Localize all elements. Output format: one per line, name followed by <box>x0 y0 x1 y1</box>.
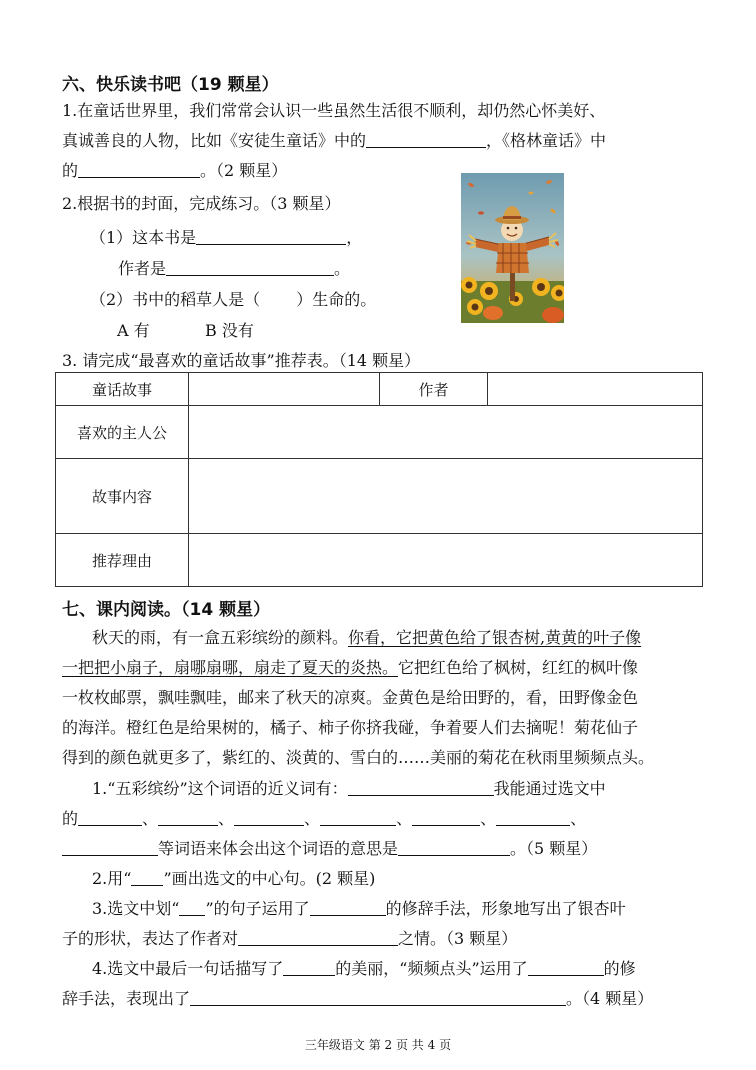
passage-underlined-sentence: 你看，它把黄色给了银杏树,黄黄的叶子像 <box>348 628 642 647</box>
s7-q4-text: 。（4 颗星） <box>566 989 654 1008</box>
section-7-title: 七、课内阅读。（14 颗星） <box>62 600 271 620</box>
q1-text: ，《格林童话》中 <box>486 131 607 150</box>
s7-q3-text: 的修辞手法，形象地写出了银杏叶 <box>385 899 626 918</box>
separator: 、 <box>570 809 587 828</box>
s7-q2 <box>92 866 375 889</box>
q1-text: 。（2 颗星） <box>200 161 288 180</box>
passage-underlined-sentence: 一把把小扇子，扇哪扇哪，扇走了夏天的炎热。 <box>62 658 399 677</box>
passage-line-4: 的海洋。橙红色是给果树的，橘子、柿子你挤我碰，争着要人们去摘呢！菊花仙子 <box>62 718 639 737</box>
answer-blank[interactable] <box>320 809 396 826</box>
s7-q1-line2 <box>62 806 586 829</box>
table-cell-story-input[interactable] <box>189 373 380 406</box>
q2-stem: 2.根据书的封面，完成练习。（3 颗星） <box>62 194 341 213</box>
s7-q4-text: 的修 <box>603 959 636 978</box>
answer-blank[interactable] <box>196 228 346 245</box>
answer-blank[interactable] <box>528 959 604 976</box>
s7-q3-line2 <box>62 926 517 949</box>
answer-blank[interactable] <box>234 809 304 826</box>
s7-q3-text: 3.选文中划“ <box>92 899 180 918</box>
q2-text: 。 <box>334 259 351 278</box>
answer-blank[interactable] <box>496 809 570 826</box>
q2-text: （2）书中的稻草人是（ <box>90 290 261 309</box>
page-footer: 三年级语文 第 2 页 共 4 页 <box>304 1038 452 1052</box>
q2-author-line <box>118 256 350 279</box>
s7-q2-text: ”画出选文的中心句。(2 颗星) <box>163 869 376 888</box>
q3-stem: 3. 请完成“最喜欢的童话故事”推荐表。（14 颗星） <box>62 351 421 370</box>
option-b: B 没有 <box>205 321 254 340</box>
answer-blank[interactable] <box>62 839 158 856</box>
table-cell-content-input[interactable] <box>189 459 703 534</box>
s7-q4-line2 <box>62 986 653 1009</box>
s7-q3-text: 子的形状，表达了作者对 <box>62 929 239 948</box>
option-a: A 有 <box>117 321 150 340</box>
s7-q1-line1 <box>92 776 606 799</box>
q2-text: 作者是 <box>118 259 167 278</box>
recommendation-table <box>55 372 703 587</box>
s7-q4-text: 的美丽，“频频点头”运用了 <box>335 959 528 978</box>
table-label-content: 故事内容 <box>56 459 189 534</box>
s7-q3-line1 <box>92 896 626 919</box>
table-row <box>56 459 703 534</box>
answer-blank[interactable] <box>166 259 334 276</box>
s7-q1-text: 。（5 颗星） <box>510 839 598 858</box>
q2-sub1 <box>90 225 362 248</box>
table-label-reason: 推荐理由 <box>56 534 189 587</box>
q1-line3 <box>62 158 287 181</box>
table-row <box>56 373 703 406</box>
s7-q3-text: ”的句子运用了 <box>205 899 310 918</box>
answer-blank[interactable] <box>238 929 398 946</box>
section-6-title: 六、快乐读书吧（19 颗星） <box>62 75 279 95</box>
passage-line-2 <box>62 655 638 678</box>
q1-text: 真诚善良的人物，比如《安徒生童话》中的 <box>62 131 367 150</box>
answer-blank[interactable] <box>348 779 494 796</box>
table-cell-author-input[interactable] <box>488 373 703 406</box>
answer-blank[interactable] <box>398 839 510 856</box>
answer-blank[interactable] <box>78 161 200 178</box>
separator: 、 <box>304 809 321 828</box>
table-cell-reason-input[interactable] <box>189 534 703 587</box>
q1-line2 <box>62 128 606 151</box>
s7-q1-text: 等词语来体会出这个词语的意思是 <box>158 839 399 858</box>
answer-blank[interactable] <box>158 809 218 826</box>
table-row <box>56 534 703 587</box>
answer-blank[interactable] <box>366 131 486 148</box>
answer-blank[interactable] <box>412 809 480 826</box>
passage-text: 秋天的雨，有一盒五彩缤纷的颜料。 <box>92 628 349 647</box>
q1-text: 的 <box>62 161 79 180</box>
q2-sub2 <box>90 287 376 310</box>
s7-q1-text: 的 <box>62 809 79 828</box>
table-label-protagonist: 喜欢的主人公 <box>56 406 189 459</box>
table-label-story: 童话故事 <box>56 373 189 406</box>
answer-blank[interactable] <box>283 959 335 976</box>
answer-blank[interactable] <box>310 899 386 916</box>
passage-line-5: 得到的颜色就更多了，紫红的、淡黄的、雪白的……美丽的菊花在秋雨里频频点头。 <box>62 748 655 767</box>
s7-q1-text: 1.“五彩缤纷”这个词语的近义词有： <box>92 779 348 798</box>
separator: 、 <box>396 809 413 828</box>
s7-q4-text: 4.选文中最后一句话描写了 <box>92 959 284 978</box>
scarecrow-illustration <box>461 173 564 323</box>
book-cover-image <box>461 173 564 323</box>
passage-text: 它把红色给了枫树，红红的枫叶像 <box>398 658 639 677</box>
s7-q1-line3 <box>62 836 597 859</box>
passage-line-1 <box>92 625 641 648</box>
q2-text: ）生命的。 <box>296 290 377 309</box>
table-cell-protagonist-input[interactable] <box>189 406 703 459</box>
sample-line-mark <box>131 875 163 886</box>
s7-q2-text: 2.用“ <box>92 869 132 888</box>
q1-line1: 1.在童话世界里，我们常常会认识一些虽然生活很不顺利，却仍然心怀美好、 <box>62 101 606 120</box>
s7-q1-text: 我能通过选文中 <box>493 779 606 798</box>
q2-text: （1）这本书是 <box>90 228 197 247</box>
answer-blank[interactable] <box>78 809 142 826</box>
s7-q3-text: 之情。（3 颗星） <box>398 929 518 948</box>
sample-line-mark <box>179 905 205 916</box>
s7-q4-line1 <box>92 956 636 979</box>
separator: 、 <box>142 809 159 828</box>
table-row <box>56 406 703 459</box>
s7-q4-text: 辞手法，表现出了 <box>62 989 191 1008</box>
table-label-author: 作者 <box>380 373 488 406</box>
passage-line-3: 一枚枚邮票，飘哇飘哇，邮来了秋天的凉爽。金黄色是给田野的，看，田野像金色 <box>62 688 639 707</box>
separator: 、 <box>480 809 497 828</box>
q2-text: ， <box>346 228 363 247</box>
answer-blank[interactable] <box>190 989 566 1006</box>
separator: 、 <box>218 809 235 828</box>
